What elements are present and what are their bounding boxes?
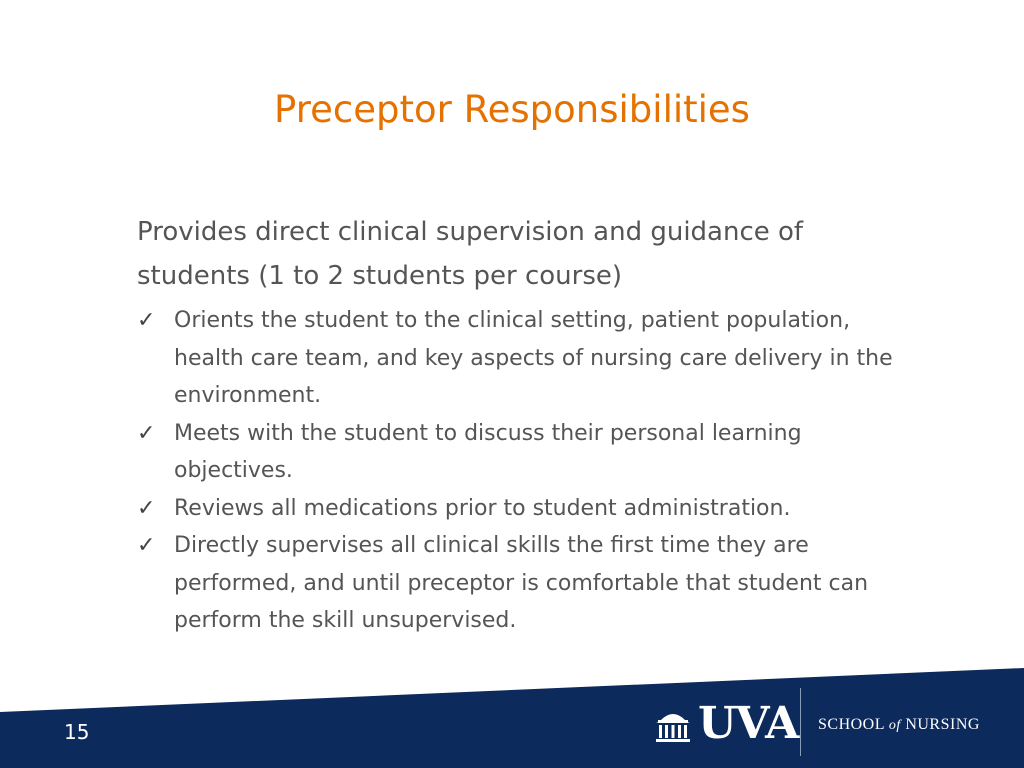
uva-nursing-logo [654, 688, 1004, 756]
uva-wordmark: UVA [698, 698, 799, 749]
bullet-text: Directly supervises all clinical skills the first time they are performed, and until preceptor is comfortable that student can perform the skill unsupervised. [174, 533, 869, 633]
bullet-text: Meets with the student to discuss their personal learning objectives. [174, 420, 802, 483]
slide-number: 15 [64, 720, 90, 744]
school-name [818, 716, 980, 734]
bullet-text: Orients the student to the clinical setting, patient population, health care team, and key aspects of nursing care delivery in the environment. [174, 308, 893, 408]
bullet-text: Reviews all medications prior to student administration. [174, 495, 791, 521]
logo-divider [800, 688, 801, 756]
check-icon: ✓ [137, 420, 156, 446]
school-of: of [888, 718, 901, 733]
school-prefix: SCHOOL [818, 716, 885, 733]
rotunda-icon [654, 708, 692, 744]
check-icon: ✓ [137, 495, 156, 521]
school-suffix: NURSING [905, 716, 980, 733]
slide-title: Preceptor Responsibilities [274, 88, 750, 131]
check-icon: ✓ [137, 533, 156, 558]
lead-paragraph: Provides direct clinical supervision and guidance of students (1 to 2 students per course) [137, 217, 804, 291]
check-icon: ✓ [137, 308, 156, 333]
